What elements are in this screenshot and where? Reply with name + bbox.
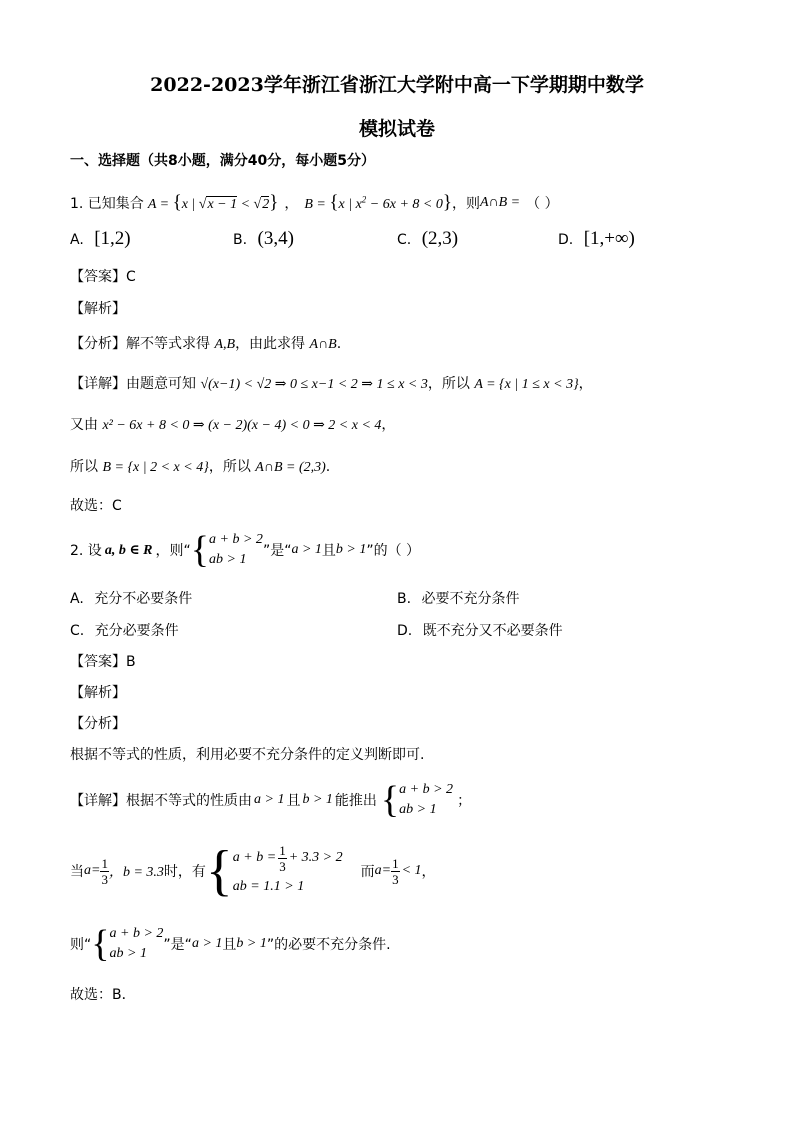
- q2-stem: 2. 设 a, b ∈ R ，则“ { a + b > 2 ab > 1 ”是“ a > 1 且 b > 1 ”的（ ）: [70, 529, 421, 571]
- option-label: B.: [233, 232, 248, 248]
- option-value: (3,4): [257, 228, 294, 249]
- q2-option-b: B. 必要不充分条件: [397, 591, 520, 607]
- option-value: [1,+∞): [583, 228, 635, 249]
- q1-option-a: [70, 228, 131, 250]
- q1-stem: 1. 已知集合 A = {x | √x − 1 < √2} ， B = {x | $x^2 - 6x + 8 < 0$} ，则 A∩B = （ ）: [70, 192, 559, 213]
- q2-counterexample: 当 a= $\frac{1}{3}$ ，b = 3.3 时，有 { a + b = $\frac{1}{3}$ + 3.3 > 2 ab = 1.1 > 1 而 a= $\frac{1}{3}$ < 1 ，: [70, 840, 436, 902]
- page-subtitle: 模拟试卷: [358, 118, 435, 140]
- q1-answer-value: C: [126, 269, 136, 285]
- option-value: [1,2): [94, 228, 131, 249]
- q1-stem-suffix: ，则: [451, 196, 480, 212]
- option-label: D.: [558, 232, 574, 248]
- q2-option-d: D. 既不充分又不必要条件: [397, 623, 563, 639]
- page-title: 2022-2023学年浙江省浙江大学附中高一下学期期中数学: [150, 74, 644, 96]
- q2-option-c: C. 充分必要条件: [70, 623, 179, 639]
- option-label: C.: [397, 232, 412, 248]
- q2-detail: 【详解】 根据不等式的性质由 a > 1 且 b > 1 能推出 { a + b > 2 ab > 1 ；: [70, 779, 472, 821]
- q1-option-c: [397, 228, 458, 250]
- q1-operation: A∩B =: [479, 195, 521, 210]
- q2-option-a: A. 充分不必要条件: [70, 591, 193, 607]
- q1-stem-prefix: 1. 已知集合: [70, 196, 144, 212]
- q1-detail: 【详解】由题意可知 √(x−1) < √2 ⇒ 0 ≤ x−1 < 2 ⇒ 1 ≤ x < 3，所以 A = {x | 1 ≤ x < 3}，: [70, 376, 593, 392]
- q1-option-d: [558, 228, 635, 250]
- q2-analysis-tag: 【解析】: [70, 685, 126, 701]
- q1-answer: 【答案】C: [70, 269, 136, 285]
- q1-fenxi: 【分析】解不等式求得 A,B，由此求得 A∩B.: [70, 336, 342, 352]
- q1-set-a: A = {x | √x − 1 < √2}: [147, 192, 279, 213]
- option-label: A.: [70, 232, 84, 248]
- q2-answer: 【答案】B: [70, 654, 136, 670]
- q2-answer-value: B: [126, 654, 136, 670]
- q1-option-b: [233, 228, 294, 250]
- q1-line3: 所以 B = {x | 2 < x < 4}，所以 A∩B = (2,3).: [70, 459, 331, 475]
- q1-analysis-tag: 【解析】: [70, 301, 126, 317]
- q2-condition-system: a + b > 2 ab > 1: [209, 532, 263, 567]
- q1-blank: （ ）: [526, 196, 559, 212]
- q2-then: 则“ { a + b > 2 ab > 1 ”是“ a > 1 且 b > 1 ”的必要不充分条件.: [70, 923, 391, 965]
- q1-detail-math: √(x−1) < √2 ⇒ 0 ≤ x−1 < 2 ⇒ 1 ≤ x < 3: [200, 377, 428, 392]
- q1-line2: 又由 x² − 6x + 8 < 0 ⇒ (x − 2)(x − 4) < 0 ⇒ 2 < x < 4，: [70, 417, 396, 433]
- section-heading: 一、选择题（共8小题，满分40分，每小题5分）: [70, 153, 375, 169]
- q2-vars: a, b ∈ R: [104, 542, 153, 558]
- q2-fenxi-text: 根据不等式的性质，利用必要不充分条件的定义判断即可.: [70, 747, 425, 763]
- option-value: (2,3): [421, 228, 459, 249]
- q2-fenxi-tag: 【分析】: [70, 716, 126, 732]
- q1-conclusion: 故选：C: [70, 498, 122, 514]
- q2-counter-system: a + b = $\frac{1}{3}$ + 3.3 > 2 ab = 1.1 > 1: [232, 842, 343, 894]
- q2-conclusion: 故选：B．: [70, 987, 136, 1003]
- q1-set-b: B = {x | $x^2 - 6x + 8 < 0$}: [304, 192, 452, 213]
- fraction-one-third: $\frac{1}{3}$: [101, 855, 108, 887]
